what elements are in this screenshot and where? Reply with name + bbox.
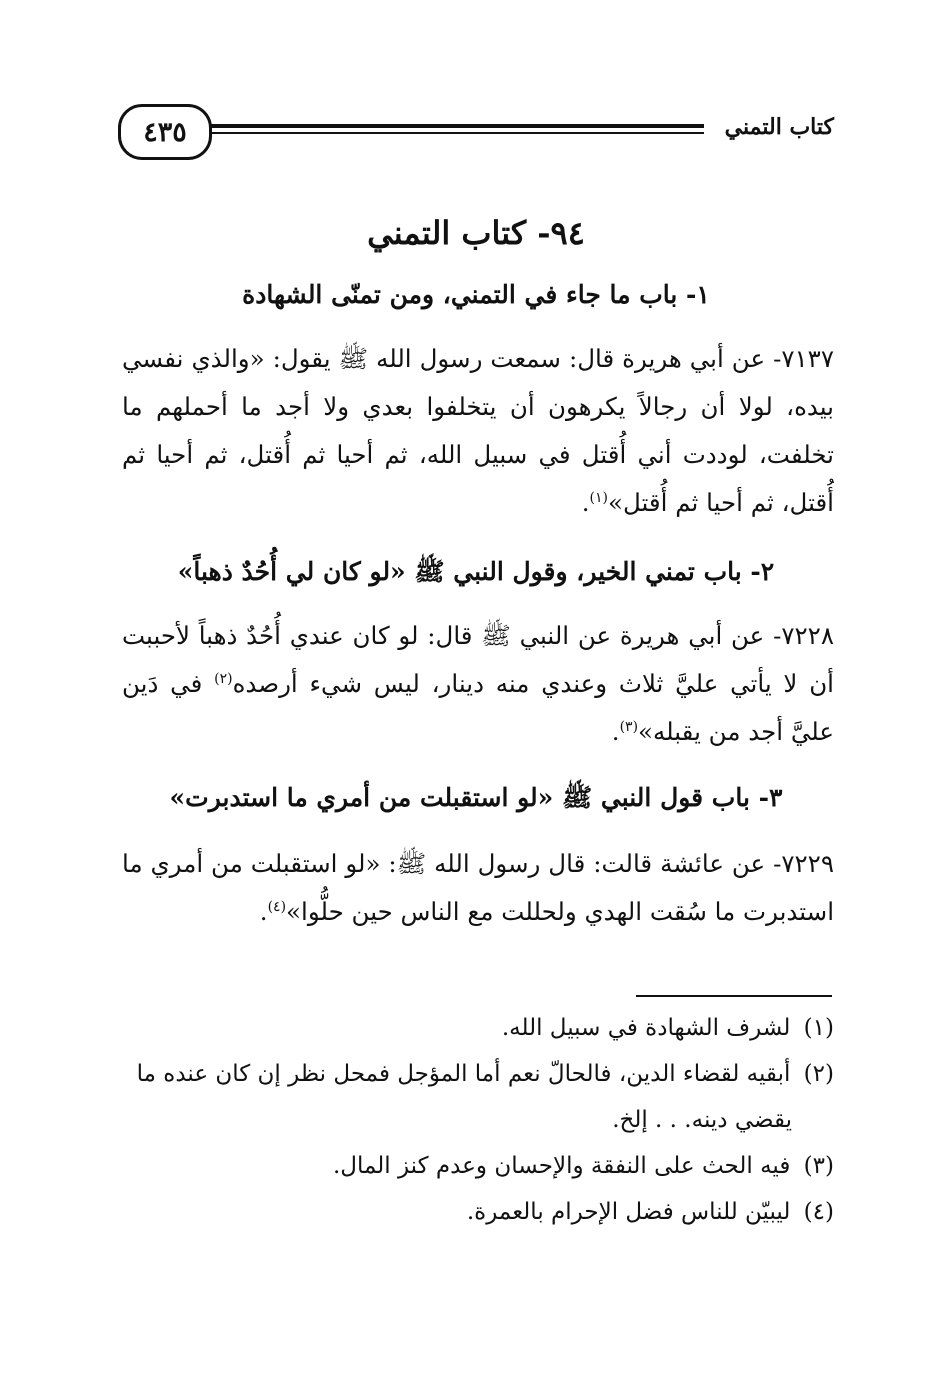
- footnotes: [122, 1005, 834, 1235]
- footnote-1: [122, 1005, 834, 1051]
- header-rule-thin: [198, 132, 704, 134]
- footnote-separator: [636, 995, 832, 997]
- hadith-end: .: [611, 717, 620, 746]
- page-number: ٤٣٥: [118, 104, 212, 160]
- footnote-text: فيه الحث على النفقة والإحسان وعدم كنز المال.: [332, 1153, 791, 1179]
- footnote-ref[interactable]: (٣): [619, 718, 639, 735]
- footnote-2: [122, 1051, 834, 1097]
- hadith-text: عن عائشة قالت: قال رسول الله ﷺ: «لو استقبلت من أمري ما استدبرت ما سُقت الهدي ولحللت مع الناس حين حلُّوا»: [122, 849, 834, 926]
- chapter-heading-2: ٢- باب تمني الخير، وقول النبي ﷺ «لو كان لي أُحُدٌ ذهباً»: [177, 557, 775, 586]
- footnote-4: [122, 1189, 834, 1235]
- footnote-2-continuation: يقضي دينه. . . إلخ.: [612, 1107, 792, 1133]
- running-title: كتاب التمني: [724, 114, 834, 140]
- hadith-number: ٧٢٢٨-: [773, 621, 834, 650]
- footnote-mark: (١): [803, 1015, 834, 1041]
- footnote-mark: (٤): [803, 1199, 834, 1225]
- footnote-3: [122, 1143, 834, 1189]
- book-heading: ٩٤- كتاب التمني: [367, 214, 585, 252]
- hadith-text: عن أبي هريرة عن النبي ﷺ قال: لو كان عندي أُحُدٌ ذهباً لأحببت أن لا يأتي عليَّ ثلاث وعندي منه دينار، ليس شيء أرصده: [122, 621, 834, 698]
- hadith-text: عن أبي هريرة قال: سمعت رسول الله ﷺ يقول: «والذي نفسي بيده، لولا أن رجالاً يكرهون أن يتخلفوا بعدي ولا أجد ما أحملهم ما تخلفت، لوددت أني أُقتل في سبيل الله، ثم أحيا ثم أُقتل، ثم أحيا ثم أُقتل، ثم أحيا ثم أُقتل»: [122, 344, 834, 517]
- chapter-heading-1: ١- باب ما جاء في التمني، ومن تمنّى الشهادة: [242, 280, 710, 309]
- header-rule: [198, 124, 704, 128]
- hadith-end: .: [581, 488, 590, 517]
- footnote-ref[interactable]: (١): [589, 489, 608, 506]
- footnote-mark: (٣): [803, 1153, 834, 1179]
- hadith-7229: [122, 840, 834, 936]
- hadith-7228: [122, 612, 834, 756]
- hadith-number: ٧١٣٧-: [773, 344, 834, 373]
- footnote-ref[interactable]: (٢): [214, 670, 233, 687]
- hadith-end: .: [259, 897, 268, 926]
- footnote-ref[interactable]: (٤): [267, 898, 287, 915]
- hadith-7137: [122, 335, 834, 527]
- footnote-mark: (٢): [803, 1061, 834, 1087]
- chapter-heading-3: ٣- باب قول النبي ﷺ «لو استقبلت من أمري ما استدبرت»: [169, 783, 783, 812]
- footnote-text: أبقيه لقضاء الدين، فالحالّ نعم أما المؤجل فمحل نظر إن كان عنده ما: [136, 1061, 791, 1087]
- hadith-number: ٧٢٢٩-: [773, 849, 834, 878]
- hadith-text-cont: في دَين عليَّ أجد من يقبله»: [122, 669, 834, 746]
- footnote-text: لشرف الشهادة في سبيل الله.: [501, 1015, 791, 1041]
- footnote-text: ليبيّن للناس فضل الإحرام بالعمرة.: [466, 1199, 791, 1225]
- running-header: [118, 104, 834, 166]
